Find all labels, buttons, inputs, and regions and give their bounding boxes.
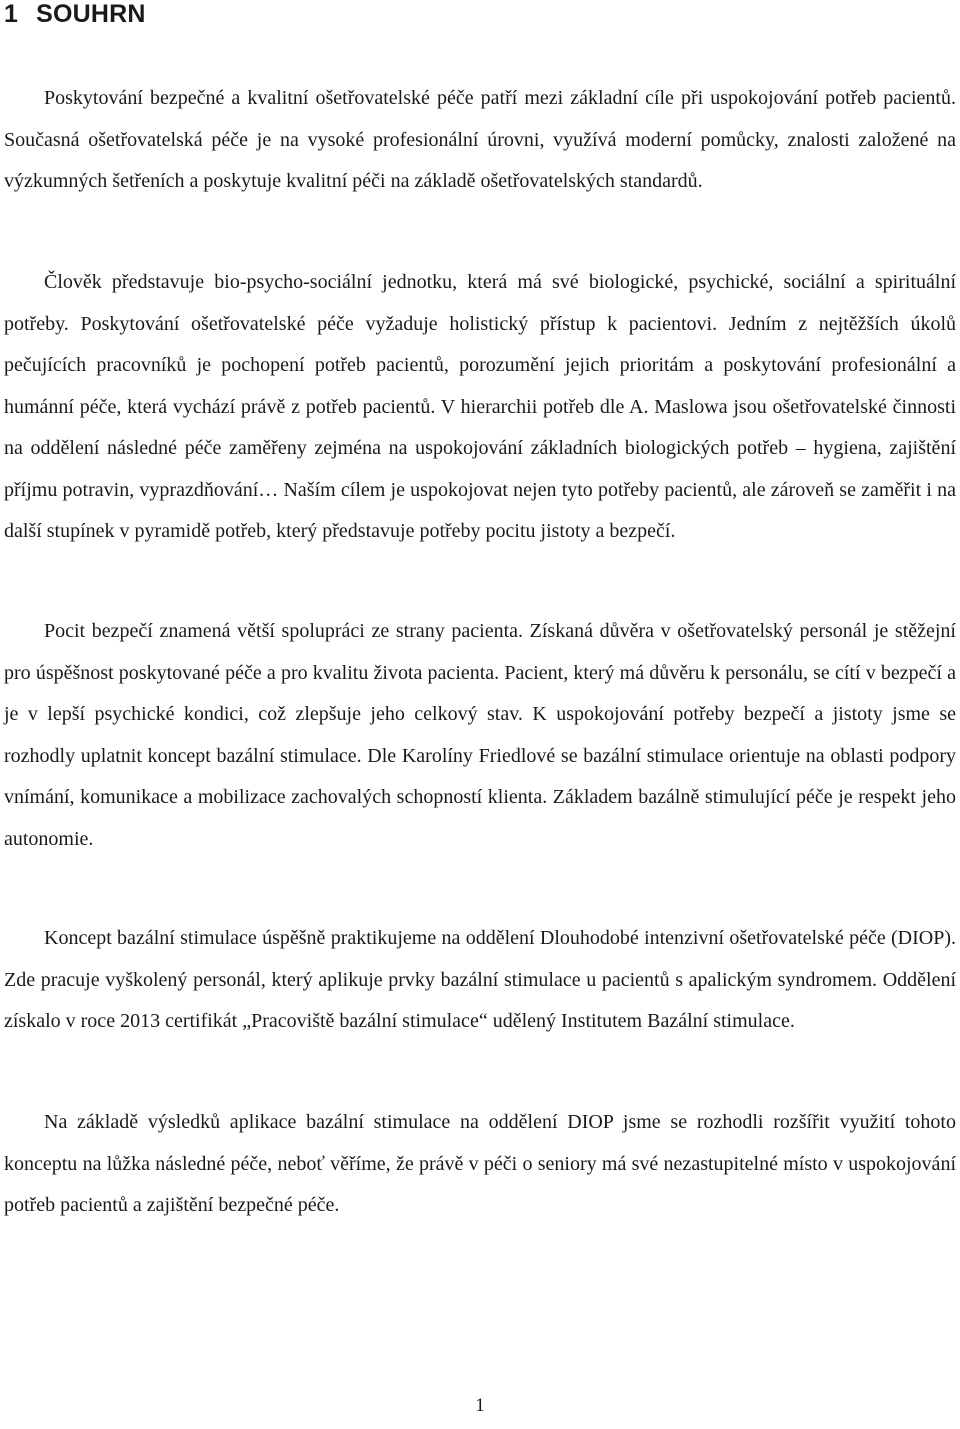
page-number: 1 — [475, 1395, 485, 1416]
section-heading — [4, 0, 146, 34]
paragraph-safety: Pocit bezpečí znamená větší spolupráci ze strany pacienta. Získaná důvěra v ošetřovatelský personál je stěžejní pro úspěšnost poskytované péče a pro kvalitu života pacienta. Pacient, který má důvěru k personálu, se cítí v bezpečí a je v lepší psychické kondici, což zlepšuje jeho celkový stav. K uspokojování potřeby bezpečí a jistoty jsme se rozhodly uplatnit koncept bazální stimulace. Dle Karolíny Friedlové se bazální stimulace orientuje na oblasti podpory vnímání, komunikace a mobilizace zachovalých schopností klienta. Základem bazálně stimulující péče je respekt jeho autonomie. — [4, 620, 956, 850]
section-number: 1 — [4, 0, 19, 28]
paragraph-conclusion: Na základě výsledků aplikace bazální stimulace na oddělení DIOP jsme se rozhodli rozšířit využití tohoto konceptu na lůžka následné péče, neboť věříme, že právě v péči o seniory má své nezastupitelné místo v uspokojování potřeb pacientů a zajištění bezpečné péče. — [4, 1111, 956, 1216]
paragraph-needs: Člověk představuje bio-psycho-sociální jednotku, která má své biologické, psychické, sociální a spirituální potřeby. Poskytování ošetřovatelské péče vyžaduje holistický přístup k pacientovi. Jedním z nejtěžších úkolů pečujících pracovníků je pochopení potřeb pacientů, porozumění jejich prioritám a poskytování profesionální a humánní péče, která vychází právě z potřeb pacientů. V hierarchii potřeb dle A. Maslowa jsou ošetřovatelské činnosti na oddělení následné péče zaměřeny zejména na uspokojování základních biologických potřeb – hygiena, zajištění příjmu potravin, vyprazdňování… Naším cílem je uspokojovat nejen tyto potřeby pacientů, ale zároveň se zaměřit i na další stupínek v pyramidě potřeb, který představuje potřeby pocitu jistoty a bezpečí. — [4, 271, 956, 542]
section-title: SOUHRN — [36, 0, 146, 28]
paragraph-intro: Poskytování bezpečné a kvalitní ošetřovatelské péče patří mezi základní cíle při uspokojování potřeb pacientů. Současná ošetřovatelská péče je na vysoké profesionální úrovni, využívá moderní pomůcky, znalosti založené na výzkumných šetřeních a poskytuje kvalitní péči na základě ošetřovatelských standardů. — [4, 87, 956, 192]
paragraph-diop: Koncept bazální stimulace úspěšně praktikujeme na oddělení Dlouhodobé intenzivní ošetřovatelské péče (DIOP). Zde pracuje vyškolený personál, který aplikuje prvky bazální stimulace u pacientů s apalickým syndromem. Oddělení získalo v roce 2013 certifikát „Pracoviště bazální stimulace“ udělený Institutem Bazální stimulace. — [4, 927, 956, 1032]
